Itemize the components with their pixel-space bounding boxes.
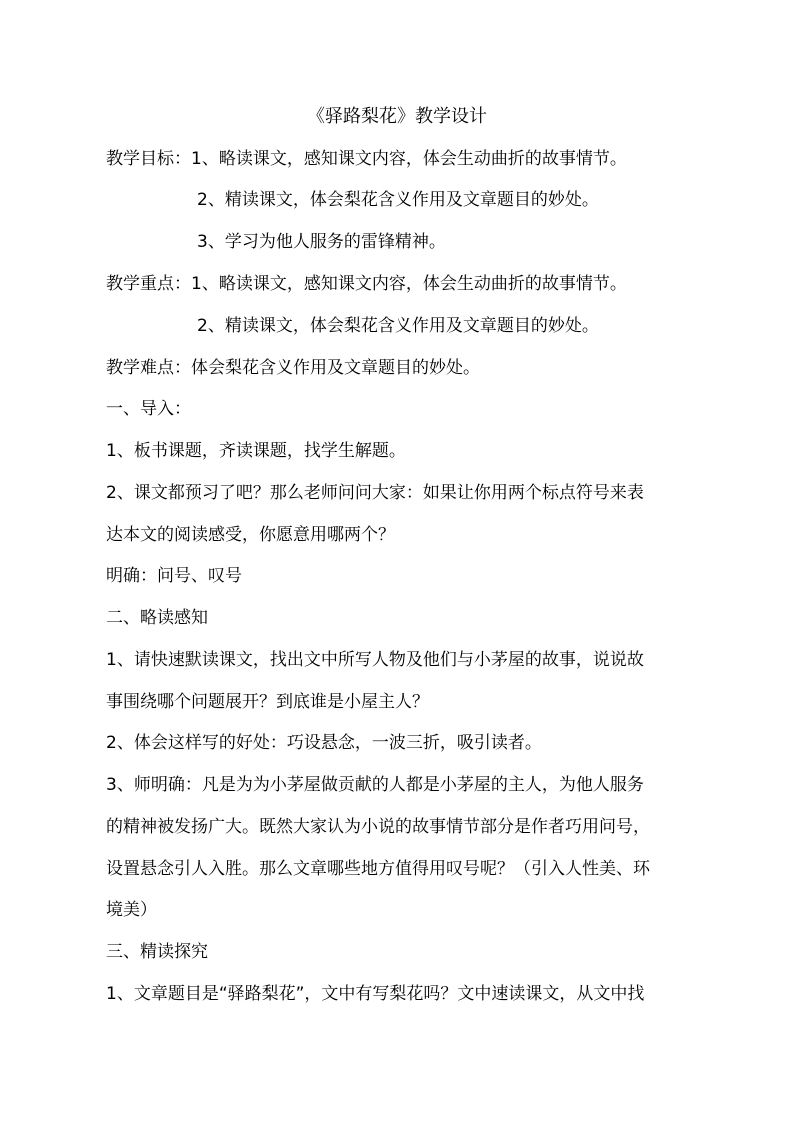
paragraph-line: 1、板书课题，齐读课题，找学生解题。 [106,441,406,461]
paragraph-line: 明确：问号、叹号 [106,566,242,586]
paragraph-line: 境美） [106,900,157,920]
difficulty-line: 教学难点：体会梨花含义作用及文章题目的妙处。 [106,358,480,378]
paragraph-line: 2、课文都预习了吧？那么老师问问大家：如果让你用两个标点符号来表 [106,483,644,503]
paragraph-line: 设置悬念引人入胜。那么文章哪些地方值得用叹号呢？（引入人性美、环 [106,859,650,879]
section-heading-close-reading: 三、精读探究 [106,942,208,962]
paragraph-line: 的精神被发扬广大。既然大家认为小说的故事情节部分是作者巧用问号， [106,817,650,837]
paragraph-line: 1、请快速默读课文，找出文中所写人物及他们与小茅屋的故事，说说故 [106,650,644,670]
paragraph-line: 事围绕哪个问题展开？到底谁是小屋主人？ [106,692,429,712]
section-heading-intro: 一、导入： [106,399,191,419]
objective-line-1: 教学目标：1、略读课文，感知课文内容，体会生动曲折的故事情节。 [106,149,627,169]
paragraph-line: 3、师明确：凡是为为小茅屋做贡献的人都是小茅屋的主人，为他人服务 [106,775,644,795]
document-title: 《驿路梨花》教学设计 [307,106,487,127]
paragraph-line: 达本文的阅读感受，你愿意用哪两个？ [106,525,395,545]
keypoint-line-1: 教学重点：1、略读课文，感知课文内容，体会生动曲折的故事情节。 [106,274,627,294]
paragraph-line: 1、文章题目是“驿路梨花”，文中有写梨花吗？文中速读课文，从文中找 [106,984,645,1004]
section-heading-skim: 二、略读感知 [106,608,208,628]
objective-line-2: 2、精读课文，体会梨花含义作用及文章题目的妙处。 [197,190,599,210]
objective-line-3: 3、学习为他人服务的雷锋精神。 [197,232,446,252]
keypoint-line-2: 2、精读课文，体会梨花含义作用及文章题目的妙处。 [197,316,599,336]
paragraph-line: 2、体会这样写的好处：巧设悬念，一波三折，吸引读者。 [106,733,542,753]
